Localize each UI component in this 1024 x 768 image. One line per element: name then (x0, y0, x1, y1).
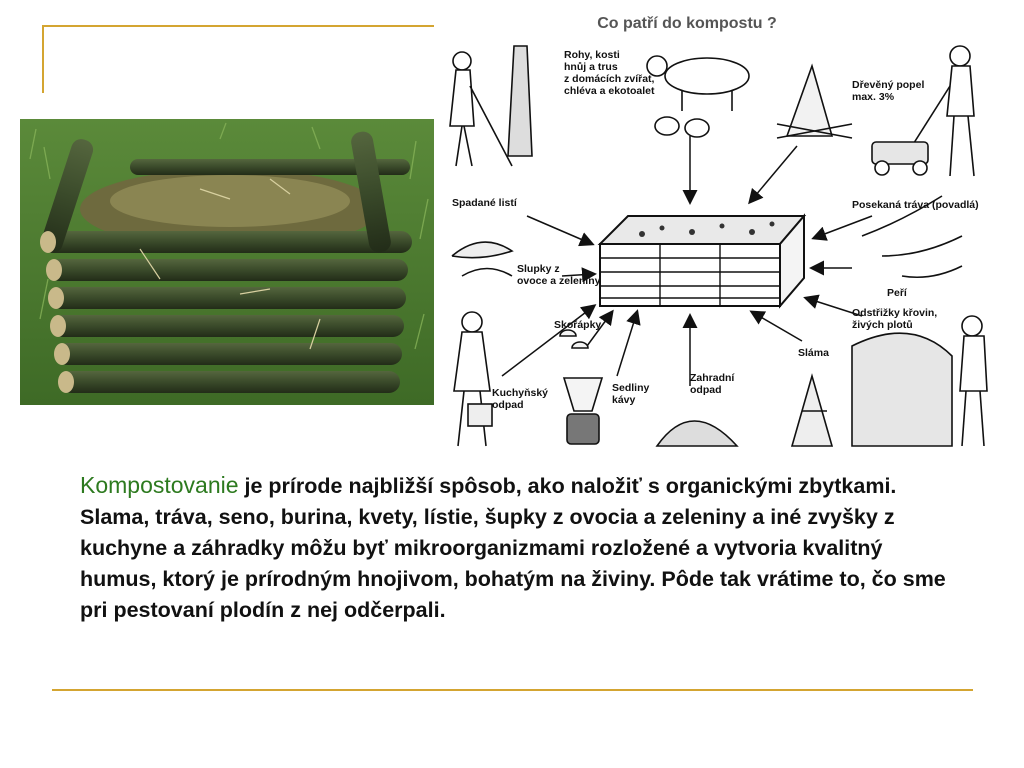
label-line: Rohy, kosti (564, 49, 620, 61)
label-straw (798, 347, 829, 359)
body-paragraph (80, 470, 960, 626)
label-line: ovoce a zeleniny (517, 275, 601, 287)
label-line: max. 3% (852, 91, 895, 103)
keyword-kompostovanie: Kompostovanie (80, 472, 239, 498)
label-line: Slupky z (517, 263, 560, 275)
label-coffee-grounds (612, 382, 650, 406)
label-line: Skořápky (554, 319, 602, 331)
label-line: kávy (612, 394, 636, 406)
label-kitchen-waste (492, 387, 548, 411)
bottom-accent-line (52, 689, 973, 691)
label-line: Peří (887, 287, 907, 299)
label-fallen-leaves (452, 197, 518, 209)
left-accent-line (42, 25, 44, 93)
label-line: hnůj a trus (564, 61, 618, 73)
label-line: Sedliny (612, 382, 650, 394)
label-fruit-peels (517, 263, 601, 287)
label-line: odpad (690, 384, 722, 396)
label-wood-ash (852, 79, 924, 103)
label-animal-waste (564, 49, 655, 97)
label-line: z domácích zvířat, (564, 73, 655, 85)
label-line: Spadané listí (452, 197, 517, 209)
top-accent-line (42, 25, 434, 27)
label-line: Zahradní (690, 372, 735, 384)
label-line: Odstřižky křovin, (852, 307, 938, 319)
paragraph-text: je prírode najbližší spôsob, ako naložiť s organickými zbytkami. Slama, tráva, seno, burina, kvety, lístie, šupky z ovocia a zeleniny a iné zvyšky z kuchyne a záhradky môžu byť mikroorganizmami rozložené a vytvoria kvalitný humus, ktorý je prírodným hnojivom, bohatým na živiny. Pôde tak vrátime to, čo sme pri pestovaní plodín z nej odčerpali. (80, 474, 946, 622)
label-garden-waste (690, 372, 735, 396)
label-shrub-clippings (852, 307, 937, 331)
label-line: Sláma (798, 347, 829, 359)
label-line: Posekaná tráva (povadlá) (852, 199, 979, 211)
label-line: odpad (492, 399, 524, 411)
label-feathers (887, 287, 908, 299)
diagram-title: Co patří do kompostu ? (597, 15, 777, 32)
label-line: Kuchyňský (492, 387, 549, 399)
label-line: chléva a ekotoalet (564, 85, 655, 97)
compost-diagram (432, 6, 1007, 458)
label-line: živých plotů (852, 319, 913, 331)
label-line: Dřevěný popel (852, 79, 925, 91)
compost-bin-illustration (600, 216, 804, 306)
compost-bin-photo (20, 119, 434, 405)
label-cut-grass (852, 199, 979, 211)
label-eggshells (554, 319, 601, 331)
